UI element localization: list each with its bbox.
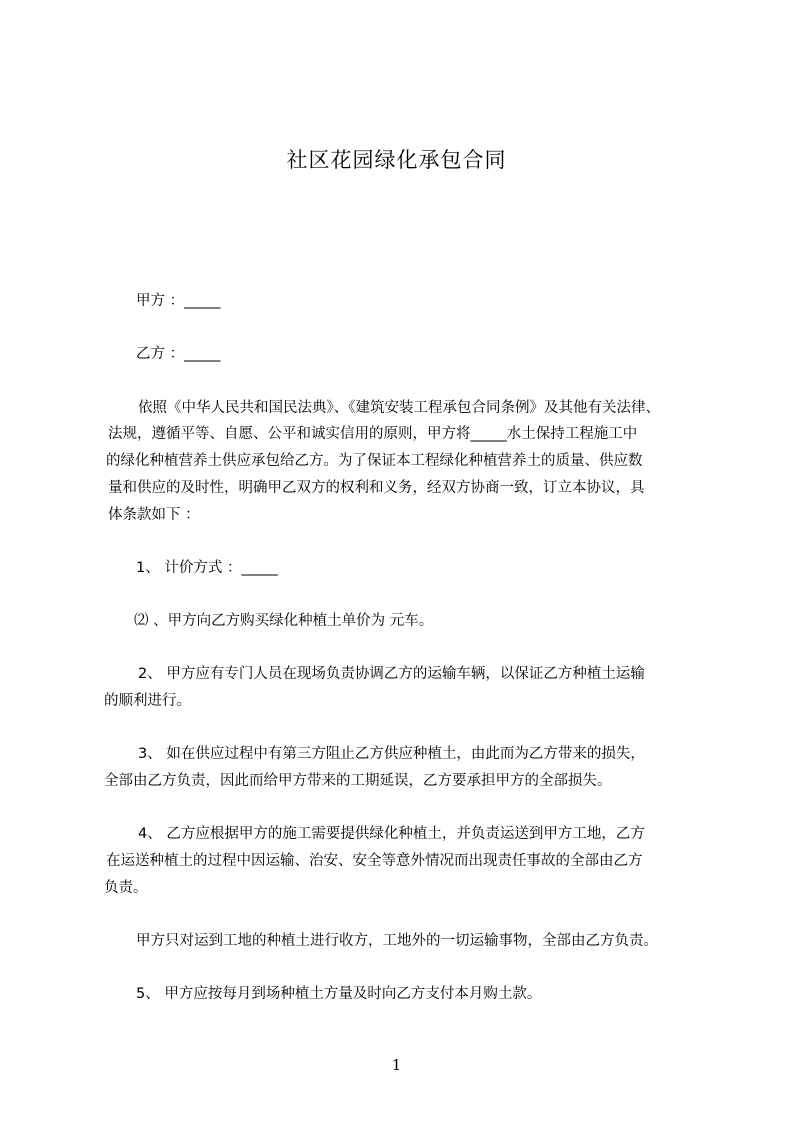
preamble-line: 法规，遵循平等、自愿、公平和诚实信用的原则，甲方将_____水土保持工程施工中 [108,426,638,442]
party-b-line: 乙方 ：_____ [136,346,221,362]
page-number: 1 [391,1056,402,1074]
clause-3-line: 3、 如在供应过程中有第三方阻止乙方供应种植土，由此而为乙方带来的损失， [138,746,645,762]
clause-1-sub-2: ⑵ 、甲方向乙方购买绿化种植土单价为 元车。 [134,613,434,629]
party-a-line: 甲方 ：_____ [136,293,221,309]
document-title: 社区花园绿化承包合同 [286,148,507,172]
preamble-line: 量和供应的及时性，明确甲乙双方的权利和义务，经双方协商一致，订立本协议，具 [108,480,645,496]
preamble-line: 的绿化种植营养土供应承包给乙方。为了保证本工程绿化种植营养土的质量、供应数 [106,453,643,469]
clause-4-line: 在运送种植土的过程中因运输、治安、安全等意外情况而出现责任事故的全部由乙方 [106,853,643,869]
clause-4-line: 负责。 [104,880,148,896]
clause-3-line: 全部由乙方负责，因此而给甲方带来的工期延误，乙方要承担甲方的全部损失。 [104,773,612,789]
clause-5: 5、 甲方应按每月到场种植土方量及时向乙方支付本月购土款。 [136,986,542,1002]
clause-1: 1、 计价方式 ：_____ [136,560,278,576]
clause-2-line: 的顺利进行。 [104,693,191,709]
preamble-line: 依照《中华人民共和国民法典》、《建筑安装工程承包合同条例》及其他有关法律、 [138,400,660,416]
clause-4-note: 甲方只对运到工地的种植土进行收方，工地外的一切运输事物，全部由乙方负责。 [136,933,658,949]
clause-4-line: 4、 乙方应根据甲方的施工需要提供绿化种植土，并负责运送到甲方工地，乙方 [138,826,645,842]
clause-2-line: 2、 甲方应有专门人员在现场负责协调乙方的运输车辆，以保证乙方种植土运输 [138,666,645,682]
preamble-line: 体条款如下 ： [108,507,200,523]
